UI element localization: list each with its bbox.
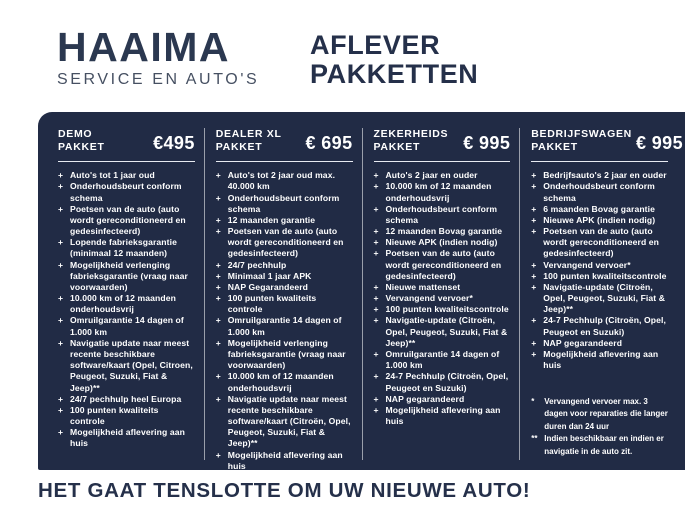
plus-bullet: + — [215, 226, 221, 237]
plus-bullet: + — [58, 170, 64, 181]
feature-text: Onderhoudsbeurt conform schema — [543, 181, 655, 203]
feature-text: Poetsen van de auto (auto wordt gereconditioneerd en gedesinfecteerd) — [385, 248, 502, 281]
plus-bullet: + — [215, 449, 221, 460]
page-title — [310, 31, 478, 89]
plus-bullet: + — [215, 315, 221, 326]
plus-bullet: + — [215, 281, 221, 292]
package-name-line2: PAKKET — [215, 141, 263, 154]
feature-list — [216, 170, 353, 470]
package-column-zekerheids — [362, 128, 520, 460]
plus-bullet: + — [373, 393, 379, 404]
feature-item — [531, 338, 668, 349]
feature-item — [374, 349, 511, 371]
feature-item — [58, 181, 195, 203]
feature-item — [374, 405, 511, 427]
plus-bullet: + — [58, 259, 64, 270]
plus-bullet: + — [215, 393, 221, 404]
plus-bullet: + — [373, 293, 379, 304]
feature-text: Navigatie update naar meest recente beschikbare software/kaart (Opel, Citroen, Peugeot, Suzuki, Fiat & Jeep)** — [70, 337, 193, 393]
package-price: €495 — [153, 133, 195, 154]
feature-item — [58, 338, 195, 394]
feature-text: Auto's 2 jaar en ouder — [385, 170, 478, 181]
feature-text: Omruilgarantie 14 dagen of 1.000 km — [227, 315, 342, 337]
feature-text: Poetsen van de auto (auto wordt gereconditioneerd en gedesinfecteerd) — [70, 203, 186, 237]
feature-item — [58, 315, 195, 337]
plus-bullet: + — [58, 237, 64, 248]
feature-item — [374, 248, 511, 282]
feature-text: 6 maanden Bovag garantie — [543, 203, 656, 214]
feature-item — [531, 260, 668, 271]
packages-panel — [38, 112, 685, 470]
feature-list — [58, 170, 195, 449]
feature-item — [531, 349, 668, 371]
plus-bullet: + — [58, 203, 64, 214]
feature-item — [216, 215, 353, 226]
feature-text: NAP Gegarandeerd — [227, 281, 308, 292]
page-title-line1: AFLEVER — [310, 30, 441, 60]
feature-text: 24-7 Pechhulp (Citroën, Opel, Peugeot en Suzuki) — [543, 315, 667, 337]
feature-item — [531, 226, 668, 260]
plus-bullet: + — [215, 259, 221, 270]
feature-item — [58, 260, 195, 294]
feature-item — [374, 293, 511, 304]
package-header — [58, 128, 195, 154]
feature-text: 10.000 km of 12 maanden onderhoudsvrij — [385, 181, 492, 203]
header-divider — [216, 161, 353, 162]
feature-text: Bedrijfsauto's 2 jaar en ouder — [543, 170, 667, 181]
feature-item — [58, 405, 195, 427]
package-header — [531, 128, 683, 154]
plus-bullet: + — [215, 170, 221, 181]
feature-item — [531, 282, 668, 316]
plus-bullet: + — [58, 337, 64, 348]
package-name-line2: PAKKET — [58, 141, 105, 154]
package-name-line1: ZEKERHEIDS — [373, 128, 449, 140]
feature-text: Navigatie-update (Citroën, Opel, Peugeot, Suzuki, Fiat & Jeep)** — [385, 315, 508, 348]
feature-text: Lopende fabrieksgarantie (minimaal 12 maanden) — [70, 237, 177, 259]
package-name-line1: DEMO — [58, 128, 93, 140]
feature-item — [58, 427, 195, 449]
plus-bullet: + — [215, 214, 221, 225]
header-divider — [531, 161, 668, 162]
feature-text: Mogelijkheid aflevering aan huis — [385, 404, 501, 427]
feature-text: 24/7 pechhulp — [227, 259, 287, 270]
feature-item — [374, 315, 511, 349]
feature-text: Onderhoudsbeurt conform schema — [227, 192, 340, 214]
logo-tagline: SERVICE EN AUTO'S — [57, 71, 260, 88]
package-name-line2: PAKKET — [531, 141, 578, 154]
package-name — [531, 128, 632, 154]
footnote-marker: * — [531, 397, 535, 407]
feature-text: 100 punten kwaliteitscontrole — [543, 270, 667, 281]
feature-item — [58, 394, 195, 405]
plus-bullet: + — [531, 270, 537, 281]
feature-text: 24/7 pechhulp heel Europa — [70, 393, 182, 404]
feature-item — [58, 204, 195, 238]
feature-item — [374, 371, 511, 393]
feature-item — [216, 170, 353, 192]
feature-item — [374, 226, 511, 237]
plus-bullet: + — [531, 203, 537, 214]
package-price: € 995 — [463, 133, 511, 154]
plus-bullet: + — [215, 293, 221, 304]
feature-text: NAP gegarandeerd — [543, 337, 623, 348]
feature-text: Onderhoudsbeurt conform schema — [385, 203, 498, 225]
feature-list — [531, 170, 668, 371]
plus-bullet: + — [58, 293, 64, 304]
feature-item — [531, 170, 668, 181]
company-logo — [57, 24, 260, 89]
feature-item — [531, 315, 668, 337]
feature-text: 100 punten kwaliteits controle — [227, 293, 317, 315]
feature-list — [374, 170, 511, 427]
feature-item — [216, 260, 353, 271]
feature-text: Navigatie-update (Citroën, Opel, Peugeot, Suzuki, Fiat & Jeep)** — [543, 281, 666, 315]
feature-text: 24-7 Pechhulp (Citroën, Opel, Peugeot en Suzuki) — [385, 371, 509, 393]
plus-bullet: + — [373, 181, 379, 192]
feature-text: Poetsen van de auto (auto wordt gereconditioneerd en gedesinfecteerd) — [543, 226, 660, 259]
feature-text: 100 punten kwaliteitscontrole — [385, 304, 509, 315]
plus-bullet: + — [215, 371, 221, 382]
header-divider — [58, 161, 195, 162]
feature-text: Vervangend vervoer* — [543, 259, 631, 270]
plus-bullet: + — [215, 337, 221, 348]
footnotes — [531, 396, 668, 460]
feature-item — [531, 215, 668, 226]
package-name — [374, 128, 449, 154]
page-title-line2: PAKKETTEN — [310, 59, 479, 89]
feature-text: Minimaal 1 jaar APK — [227, 270, 312, 281]
feature-text: Nieuwe APK (indien nodig) — [543, 214, 656, 225]
plus-bullet: + — [373, 237, 379, 248]
feature-text: Mogelijkheid verlenging fabrieksgarantie (vraag naar voorwaarden) — [227, 337, 346, 371]
plus-bullet: + — [215, 192, 221, 203]
feature-item — [58, 170, 195, 181]
feature-text: Auto's tot 1 jaar oud — [70, 170, 155, 181]
plus-bullet: + — [58, 181, 64, 192]
footnote — [531, 433, 668, 458]
plus-bullet: + — [373, 170, 379, 181]
package-price: € 695 — [305, 133, 353, 154]
plus-bullet: + — [373, 371, 379, 382]
feature-item — [216, 193, 353, 215]
plus-bullet: + — [373, 404, 379, 415]
plus-bullet: + — [531, 170, 537, 181]
feature-text: 12 maanden Bovag garantie — [385, 226, 503, 237]
feature-text: Nieuwe mattenset — [385, 281, 461, 292]
plus-bullet: + — [373, 349, 379, 359]
plus-bullet: + — [215, 270, 221, 281]
footnote-text: Vervangend vervoer max. 3 dagen voor reparaties die langer duren dan 24 uur — [544, 397, 668, 431]
package-column-demo — [56, 128, 204, 460]
package-column-bedrijfswagen — [519, 128, 683, 460]
feature-item — [216, 394, 353, 450]
plus-bullet: + — [531, 226, 537, 237]
plus-bullet: + — [373, 315, 379, 326]
feature-text: Auto's tot 2 jaar oud max. 40.000 km — [227, 170, 336, 192]
feature-text: Navigatie update naar meest recente beschikbare software/kaart (Citroën, Opel, Peugeot, Suzuki, Fiat & Jeep)** — [227, 393, 351, 449]
plus-bullet: + — [58, 393, 64, 404]
footnote-text: Indien beschikbaar en indien er navigatie in de auto zit. — [544, 434, 664, 456]
feature-text: Mogelijkheid aflevering aan huis — [543, 349, 659, 371]
plus-bullet: + — [531, 337, 537, 348]
plus-bullet: + — [531, 259, 537, 270]
feature-item — [374, 170, 511, 181]
feature-item — [374, 204, 511, 226]
plus-bullet: + — [373, 248, 379, 259]
feature-item — [374, 181, 511, 203]
package-price: € 995 — [635, 133, 683, 154]
feature-text: Mogelijkheid aflevering aan huis — [70, 427, 185, 449]
plus-bullet: + — [531, 281, 537, 292]
footnote-marker: ** — [531, 434, 538, 444]
feature-item — [216, 226, 353, 260]
feature-item — [216, 282, 353, 293]
feature-item — [531, 181, 668, 203]
feature-item — [374, 237, 511, 248]
feature-item — [531, 271, 668, 282]
package-name-line1: DEALER XL — [215, 128, 282, 140]
feature-text: Omruilgarantie 14 dagen of 1.000 km — [70, 315, 184, 337]
feature-text: 100 punten kwaliteits controle — [70, 404, 159, 427]
logo-name: HAAIMA — [57, 24, 230, 70]
feature-item — [58, 293, 195, 315]
plus-bullet: + — [58, 315, 64, 326]
feature-item — [216, 271, 353, 282]
feature-text: NAP gegarandeerd — [385, 393, 465, 404]
plus-bullet: + — [531, 315, 537, 326]
package-header — [374, 128, 511, 154]
feature-text: 10.000 km of 12 maanden onderhoudsvrij — [227, 371, 334, 393]
feature-item — [216, 371, 353, 393]
plus-bullet: + — [58, 427, 64, 438]
plus-bullet: + — [373, 226, 379, 237]
feature-item — [216, 450, 353, 470]
package-column-dealer-xl — [204, 128, 362, 470]
plus-bullet: + — [373, 281, 379, 292]
package-name-line1: BEDRIJFSWAGEN — [531, 128, 632, 140]
package-name — [216, 128, 282, 154]
footnote — [531, 396, 668, 433]
feature-text: Nieuwe APK (indien nodig) — [385, 237, 498, 248]
feature-item — [374, 394, 511, 405]
feature-item — [374, 282, 511, 293]
feature-text: Mogelijkheid verlenging fabrieksgarantie (vraag naar voorwaarden) — [70, 259, 188, 292]
feature-text: Omruilgarantie 14 dagen of 1.000 km — [385, 349, 500, 371]
package-name — [58, 128, 105, 154]
feature-text: Poetsen van de auto (auto wordt gereconditioneerd en gedesinfecteerd) — [227, 226, 344, 259]
feature-text: Onderhoudsbeurt conform schema — [70, 181, 182, 203]
feature-item — [216, 338, 353, 372]
bottom-tagline: HET GAAT TENSLOTTE OM UW NIEUWE AUTO! — [38, 479, 531, 502]
feature-item — [374, 304, 511, 315]
plus-bullet: + — [531, 181, 537, 192]
feature-text: 10.000 km of 12 maanden onderhoudsvrij — [70, 293, 176, 315]
feature-item — [216, 293, 353, 315]
header-divider — [374, 161, 511, 162]
plus-bullet: + — [531, 349, 537, 359]
feature-item — [216, 315, 353, 337]
plus-bullet: + — [531, 214, 537, 225]
feature-text: Mogelijkheid aflevering aan huis — [227, 449, 343, 470]
plus-bullet: + — [373, 203, 379, 214]
plus-bullet: + — [58, 404, 64, 415]
package-name-line2: PAKKET — [373, 141, 421, 154]
package-header — [216, 128, 353, 154]
feature-item — [58, 237, 195, 259]
feature-item — [531, 204, 668, 215]
plus-bullet: + — [373, 304, 379, 315]
feature-text: 12 maanden garantie — [227, 214, 316, 225]
feature-text: Vervangend vervoer* — [385, 293, 473, 304]
